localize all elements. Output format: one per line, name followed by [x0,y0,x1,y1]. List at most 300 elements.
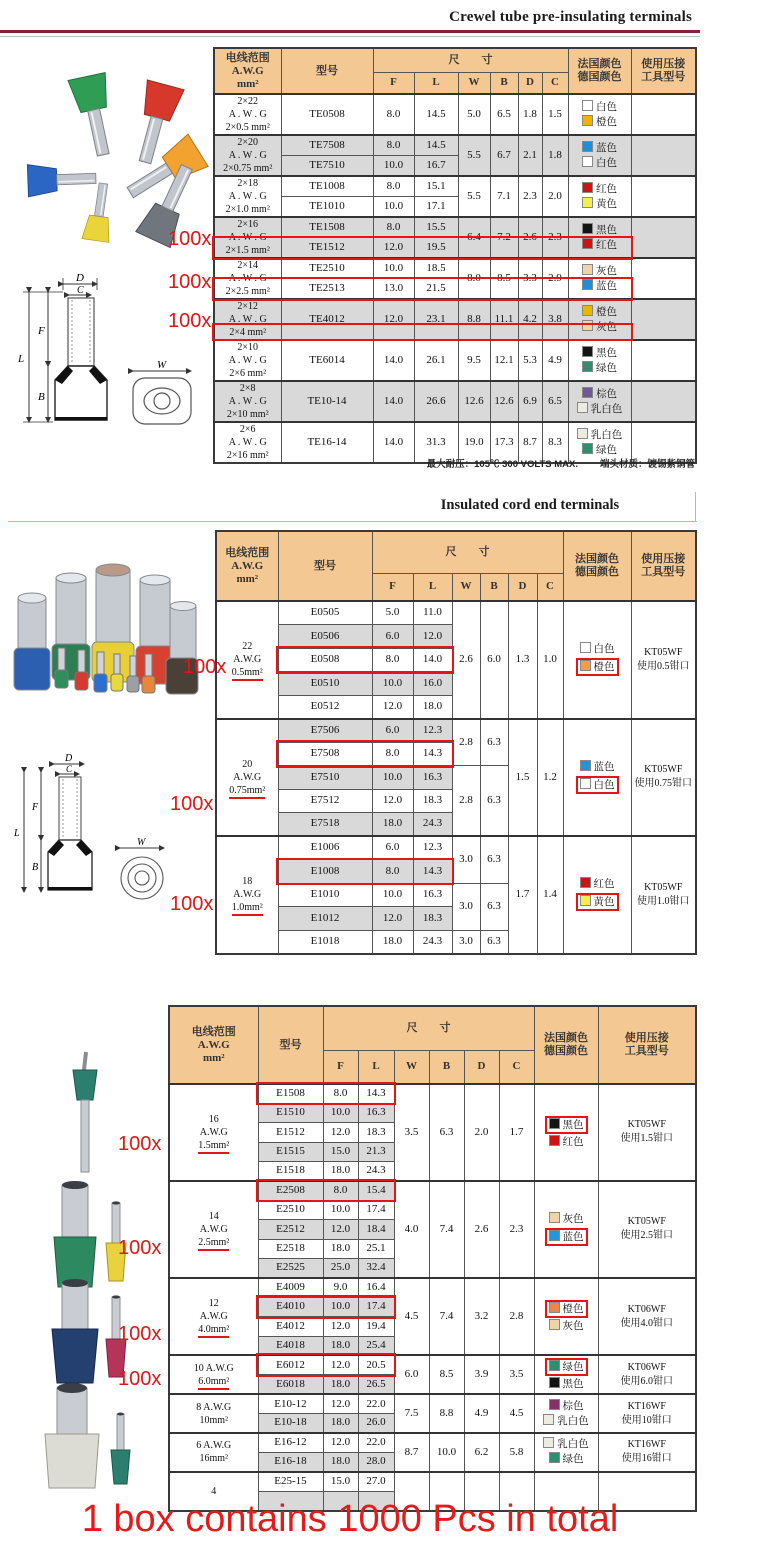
header-rule-thick [0,30,700,33]
dim-b-cell: 6.3 [480,883,508,930]
color-swatch-icon [549,1377,560,1388]
colors-cell [568,176,631,217]
colors-cell [568,135,631,176]
dim-l-cell: 14.3 [413,742,452,766]
model-cell: TE7510 [281,156,373,177]
dim-d-cell: 3.3 [518,258,542,299]
color-swatch-line: 红色 [569,238,631,253]
model-cell: E7512 [278,789,372,813]
dim-l-cell: 19.5 [414,238,458,259]
color-swatch-line: 黑色 [535,1377,598,1392]
dimension-diagram-twin [15,270,207,458]
qty-label: 100x [118,1368,162,1390]
dim-l-cell: 17.4 [358,1200,394,1219]
col-header-dim-f: F [372,573,413,601]
color-swatch-line: 橙色 [545,1300,588,1318]
dim-l-cell: 16.3 [413,766,452,790]
dim-f-cell: 8.0 [323,1084,358,1103]
model-cell: E2508 [258,1181,323,1200]
dim-c-cell: 8.3 [542,422,568,463]
color-swatch-line: 蓝色 [569,141,631,156]
wire-range-cell: 2×6 A . W . G 2×16 mm² [214,422,281,463]
qty-label: 100x [118,1237,162,1259]
colors-cell [563,719,631,837]
color-swatch-icon [549,1230,560,1241]
dim-b-cell: 6.5 [490,94,518,135]
color-swatch-icon [582,320,593,331]
dim-l-cell: 25.1 [358,1239,394,1258]
colors-cell [568,381,631,422]
dim-f-cell: 8.0 [372,860,413,884]
product-photo-twin-ferrules [12,50,208,258]
tool-cell: KT05WF 使用1.0钳口 [631,836,696,954]
model-cell: E0508 [278,648,372,672]
dim-f-cell: 14.0 [373,422,414,463]
color-swatch-line: 绿色 [535,1452,598,1467]
colors-cell [568,94,631,135]
color-swatch-icon [582,100,593,111]
col-header-dim-d: D [464,1050,499,1084]
table1-footnote [215,456,695,470]
col-header-dim-d: D [518,72,542,94]
color-swatch-icon [549,1399,560,1410]
dim-d-cell: 4.9 [464,1394,499,1433]
wire-range-cell: 22 A.W.G 0.5mm² [216,601,278,719]
qty-label: 100x [118,1323,162,1345]
dim-d-cell: 3.9 [464,1355,499,1394]
dim-w-cell: 5.5 [458,135,490,176]
dim-d-cell: 6.9 [518,381,542,422]
dim-l-cell: 15.5 [414,217,458,238]
tool-cell: KT05WF 使用0.5钳口 [631,601,696,719]
color-swatch-icon [582,141,593,152]
model-cell: E4010 [258,1297,323,1316]
color-swatch-line: 黑色 [545,1116,588,1134]
model-cell: TE16-14 [281,422,373,463]
svg-text:W: W [157,359,167,371]
svg-text:D: D [65,753,73,764]
col-header-tool: 使用压接 工具型号 [631,531,696,601]
model-cell: TE6014 [281,340,373,381]
dim-w-cell: 12.6 [458,381,490,422]
wire-range-cell: 14 A.W.G 2.5mm² [169,1181,258,1278]
color-swatch-icon [577,428,588,439]
col-header-colors: 法国颜色 德国颜色 [563,531,631,601]
color-swatch-icon [582,305,593,316]
dim-l-cell: 12.0 [413,625,452,649]
box-quantity-note: 1 box contains 1000 Pcs in total [81,1498,619,1540]
tool-cell [631,340,696,381]
qty-label: 100x [168,271,212,293]
color-swatch-icon [582,387,593,398]
colors-cell [534,1433,598,1472]
dim-w-cell: 8.7 [394,1433,429,1472]
dim-f-cell: 10.0 [373,258,414,279]
tool-cell [631,381,696,422]
dim-b-cell: 7.1 [490,176,518,217]
dim-c-cell: 4.9 [542,340,568,381]
dim-w-cell: 3.0 [452,883,480,930]
color-swatch-line: 棕色 [535,1399,598,1414]
dim-w-cell: 3.0 [452,836,480,883]
dim-c-cell: 4.5 [499,1394,534,1433]
dim-c-cell: 2.3 [499,1181,534,1278]
color-swatch-icon [580,760,591,771]
dim-w-cell: 2.6 [452,601,480,719]
svg-text:C: C [77,285,84,296]
dim-c-cell: 2.0 [542,176,568,217]
col-header-wire-range: 电线范围 A.W.G mm² [169,1006,258,1084]
dim-l-cell: 14.0 [413,648,452,672]
dim-f-cell: 10.0 [323,1200,358,1219]
color-swatch-icon [582,223,593,234]
col-header-dim-c: C [542,72,568,94]
color-swatch-icon [549,1135,560,1146]
dim-b-cell: 6.3 [480,719,508,766]
col-header-dim-f: F [323,1050,358,1084]
model-cell: E1008 [278,860,372,884]
dim-f-cell: 8.0 [373,135,414,156]
dim-f-cell: 8.0 [373,94,414,135]
color-swatch-icon [582,238,593,249]
dim-f-cell: 12.0 [323,1220,358,1239]
dim-l-cell: 21.5 [414,279,458,300]
tool-cell: KT05WF 使用1.5钳口 [598,1084,696,1181]
svg-text:L: L [14,828,20,839]
dim-l-cell: 25.4 [358,1336,394,1355]
dim-d-cell: 2.6 [518,217,542,258]
dim-f-cell: 18.0 [372,813,413,837]
color-swatch-line: 蓝色 [564,760,631,775]
dim-l-cell: 14.3 [358,1084,394,1103]
insulated-cord-end-table-2 [168,1005,695,1497]
color-swatch-line: 白色 [576,776,619,794]
dim-l-cell: 32.4 [358,1259,394,1278]
dim-c-cell: 1.4 [537,836,563,954]
color-swatch-icon [580,778,591,789]
color-swatch-icon [582,197,593,208]
dim-b-cell: 8.5 [429,1355,464,1394]
dim-d-cell: 1.8 [518,94,542,135]
model-cell: E1510 [258,1103,323,1122]
color-swatch-line: 灰色 [535,1212,598,1227]
dim-f-cell: 5.0 [372,601,413,625]
tool-cell [631,258,696,299]
dim-l-cell: 18.3 [413,907,452,931]
col-header-dimensions: 尺 寸 [373,48,568,72]
dim-l-cell: 17.1 [414,197,458,218]
dim-l-cell: 26.5 [358,1375,394,1394]
dim-w-cell: 3.0 [452,930,480,954]
color-swatch-line: 蓝色 [545,1228,588,1246]
model-cell: E7518 [278,813,372,837]
dim-l-cell: 11.0 [413,601,452,625]
dim-c-cell: 1.7 [499,1084,534,1181]
col-header-dim-b: B [480,573,508,601]
col-header-dim-b: B [490,72,518,94]
col-header-wire-range: 电线范围 A.W.G mm² [214,48,281,94]
dim-f-cell: 10.0 [373,197,414,218]
dim-f-cell: 8.0 [372,648,413,672]
model-cell: E7508 [278,742,372,766]
color-swatch-line: 乳白色 [569,402,631,417]
section2-title: Insulated cord end terminals [440,497,620,513]
wire-range-cell: 2×12 A . W . G 2×4 mm² [214,299,281,340]
tool-cell: KT16WF 使用10钳口 [598,1394,696,1433]
col-header-tool: 使用压接 工具型号 [598,1006,696,1084]
dim-b-cell: 17.3 [490,422,518,463]
model-cell: E4009 [258,1278,323,1297]
dim-f-cell: 18.0 [323,1336,358,1355]
dim-b-cell: 7.2 [490,217,518,258]
color-swatch-line: 绿色 [569,361,631,376]
model-cell: TE1010 [281,197,373,218]
model-cell: E1518 [258,1162,323,1181]
color-swatch-line: 白色 [569,156,631,171]
wire-range-cell: 12 A.W.G 4.0mm² [169,1278,258,1356]
dim-l-cell: 14.5 [414,135,458,156]
model-cell: E2510 [258,1200,323,1219]
color-swatch-line: 橙色 [576,658,619,676]
dim-c-cell: 3.8 [542,299,568,340]
model-cell: E7510 [278,766,372,790]
col-header-dimensions: 尺 寸 [372,531,563,573]
dim-b-cell: 10.0 [429,1433,464,1472]
qty-label: 100x [170,893,214,915]
dim-l-cell: 28.0 [358,1452,394,1471]
model-cell: TE4012 [281,299,373,340]
col-header-dim-f: F [373,72,414,94]
model-cell: E4018 [258,1336,323,1355]
product-photo-ferrule-set [2,552,200,704]
color-swatch-icon [582,346,593,357]
dim-b-cell: 8.5 [490,258,518,299]
col-header-dim-l: L [413,573,452,601]
model-cell: TE2510 [281,258,373,279]
header-rule-thin [0,36,700,37]
color-swatch-line: 红色 [535,1135,598,1150]
color-swatch-icon [577,402,588,413]
color-swatch-line: 乳白色 [535,1437,598,1452]
model-cell: E1006 [278,836,372,860]
tool-cell: KT05WF 使用2.5钳口 [598,1181,696,1278]
wire-range-cell: 10 A.W.G 6.0mm² [169,1355,258,1394]
dim-c-cell: 1.2 [537,719,563,837]
model-cell: E2525 [258,1259,323,1278]
dim-d-cell: 3.2 [464,1278,499,1356]
colors-cell [534,1084,598,1181]
wire-range-cell: 20 A.W.G 0.75mm² [216,719,278,837]
color-swatch-icon [580,660,591,671]
model-cell: E0506 [278,625,372,649]
dim-f-cell: 8.0 [373,176,414,197]
colors-cell [568,299,631,340]
dim-w-cell: 19.0 [458,422,490,463]
dim-c-cell: 2.9 [542,258,568,299]
model-cell: TE1008 [281,176,373,197]
col-header-dim-d: D [508,573,537,601]
dim-f-cell: 10.0 [323,1297,358,1316]
color-swatch-line: 棕色 [569,387,631,402]
color-swatch-icon [549,1319,560,1330]
dim-b-cell: 8.8 [429,1394,464,1433]
wire-range-cell: 2×18 A . W . G 2×1.0 mm² [214,176,281,217]
dim-f-cell: 12.0 [373,238,414,259]
svg-text:D: D [76,272,84,284]
dim-c-cell: 5.8 [499,1433,534,1472]
color-swatch-line: 灰色 [535,1319,598,1334]
color-swatch-line: 灰色 [569,320,631,335]
color-swatch-line: 黑色 [569,346,631,361]
model-cell: E0505 [278,601,372,625]
wire-range-cell: 4 [169,1472,258,1511]
model-cell: TE2513 [281,279,373,300]
col-header-dim-w: W [458,72,490,94]
dim-l-cell: 20.5 [358,1355,394,1374]
tool-cell [631,299,696,340]
colors-cell [534,1278,598,1356]
dim-f-cell: 18.0 [323,1162,358,1181]
dim-l-cell: 26.0 [358,1414,394,1433]
dim-f-cell: 8.0 [372,742,413,766]
dim-l-cell: 24.3 [413,813,452,837]
tool-cell: KT16WF 使用16钳口 [598,1433,696,1472]
color-swatch-line: 红色 [569,182,631,197]
dim-f-cell: 15.0 [323,1142,358,1161]
dim-w-cell: 5.0 [458,94,490,135]
color-swatch-icon [582,279,593,290]
dim-l-cell: 18.3 [358,1123,394,1142]
dim-f-cell: 12.0 [323,1355,358,1374]
dim-l-cell: 19.4 [358,1317,394,1336]
wire-range-cell: 2×16 A . W . G 2×1.5 mm² [214,217,281,258]
svg-text:B: B [32,862,39,873]
dim-l-cell: 24.3 [413,930,452,954]
tool-cell [631,94,696,135]
dim-f-cell: 12.0 [373,299,414,340]
dim-b-cell: 6.3 [480,930,508,954]
wire-range-cell: 2×10 A . W . G 2×6 mm² [214,340,281,381]
dim-f-cell: 25.0 [323,1259,358,1278]
dim-l-cell: 27.0 [358,1472,394,1491]
wire-range-cell: 8 A.W.G 10mm² [169,1394,258,1433]
colors-cell [568,258,631,299]
model-cell: E1012 [278,907,372,931]
dim-f-cell: 15.0 [323,1472,358,1491]
col-header-model: 型号 [278,531,372,601]
model-cell: TE7508 [281,135,373,156]
model-cell: E10-18 [258,1414,323,1433]
color-swatch-line: 黄色 [569,197,631,212]
color-swatch-line: 乳白色 [535,1414,598,1429]
colors-cell [563,601,631,719]
col-header-dim-w: W [394,1050,429,1084]
color-swatch-line: 橙色 [569,115,631,130]
catalog-table [213,47,697,464]
dim-l-cell: 17.4 [358,1297,394,1316]
dim-f-cell: 6.0 [372,836,413,860]
color-swatch-icon [549,1302,560,1313]
dim-l-cell: 14.3 [413,860,452,884]
color-swatch-icon [549,1118,560,1129]
colors-cell [568,217,631,258]
color-swatch-icon [580,877,591,888]
dim-l-cell: 22.0 [358,1433,394,1452]
dim-f-cell: 18.0 [372,930,413,954]
catalog-table [168,1005,697,1512]
dim-l-cell: 14.5 [414,94,458,135]
dim-w-cell: 4.5 [394,1278,429,1356]
dim-l-cell: 26.6 [414,381,458,422]
colors-cell [534,1355,598,1394]
wire-range-cell: 6 A.W.G 16mm² [169,1433,258,1472]
dim-f-cell: 6.0 [372,719,413,743]
dim-b-cell: 11.1 [490,299,518,340]
dim-f-cell: 8.0 [373,217,414,238]
color-swatch-icon [580,642,591,653]
dim-d-cell: 8.7 [518,422,542,463]
color-swatch-line: 橙色 [569,305,631,320]
model-cell: E1515 [258,1142,323,1161]
dim-w-cell: 2.8 [452,766,480,837]
dim-w-cell: 2.8 [452,719,480,766]
dim-l-cell: 12.3 [413,719,452,743]
color-swatch-icon [582,361,593,372]
model-cell: E10-12 [258,1394,323,1413]
max-voltage-note: 最大耐压：105℃ 300 VOLTS MAX. [426,459,578,470]
model-cell: TE1508 [281,217,373,238]
col-header-colors: 法国颜色 德国颜色 [568,48,631,94]
dim-w-cell: 6.0 [394,1355,429,1394]
color-swatch-icon [549,1452,560,1463]
dim-f-cell: 12.0 [372,789,413,813]
dim-b-cell: 7.4 [429,1278,464,1356]
svg-text:L: L [18,353,25,365]
model-cell: E16-18 [258,1452,323,1471]
product-photo-pin-ferrule [50,1052,120,1177]
dim-w-cell: 8.0 [458,258,490,299]
model-cell: E7506 [278,719,372,743]
dim-f-cell: 14.0 [373,381,414,422]
dimension-diagram-single [12,752,182,914]
wire-range-cell: 2×22 A . W . G 2×0.5 mm² [214,94,281,135]
color-swatch-line: 白色 [569,100,631,115]
dim-l-cell: 22.0 [358,1394,394,1413]
dim-f-cell: 6.0 [372,625,413,649]
tool-cell [631,217,696,258]
dim-f-cell: 12.0 [323,1433,358,1452]
dim-b-cell: 6.0 [480,601,508,719]
dim-c-cell: 1.8 [542,135,568,176]
qty-label: 100x [183,656,227,678]
dim-f-cell: 10.0 [373,156,414,177]
qty-label: 100x [118,1133,162,1155]
model-cell: E6012 [258,1355,323,1374]
color-swatch-line: 绿色 [569,443,631,458]
wire-range-cell: 18 A.W.G 1.0mm² [216,836,278,954]
model-cell: E0510 [278,672,372,696]
color-swatch-icon [582,115,593,126]
dim-w-cell: 9.5 [458,340,490,381]
dim-l-cell: 15.1 [414,176,458,197]
dim-f-cell: 12.0 [323,1317,358,1336]
color-swatch-line: 白色 [564,642,631,657]
svg-text:F: F [38,325,45,337]
color-swatch-line: 蓝色 [569,279,631,294]
dim-l-cell: 26.1 [414,340,458,381]
dim-c-cell: 2.8 [499,1278,534,1356]
dim-f-cell: 12.0 [323,1123,358,1142]
